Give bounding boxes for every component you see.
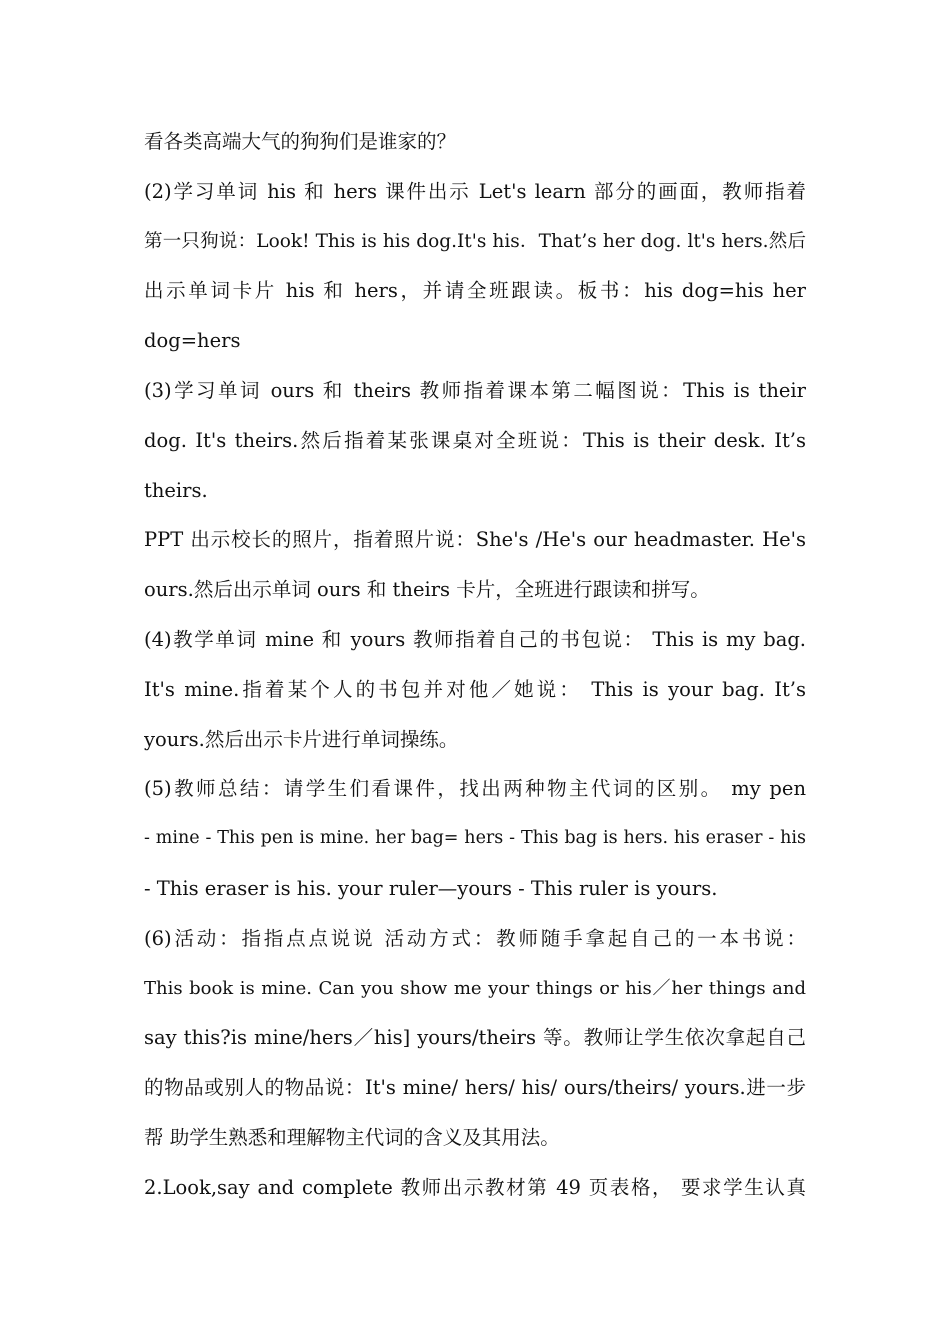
text-line: (2)学习单词 his 和 hers 课件出示 Let's learn 部分的画面，教师指着	[144, 179, 806, 203]
text-line: This book is mine. Can you show me your things or his／her things and	[144, 977, 806, 999]
text-line: (5)教师总结：请学生们看课件，找出两种物主代词的区别。 my pen	[144, 777, 806, 801]
text-line: (6)活动：指指点点说说 活动方式：教师随手拿起自己的一本书说：	[144, 926, 806, 950]
document-body	[144, 117, 806, 1213]
text-line: (4)教学单词 mine 和 yours 教师指着自己的书包说： This is my bag.	[144, 627, 806, 651]
text-line: - This eraser is his. your ruler—yours - This ruler is yours.	[144, 876, 718, 900]
text-line: dog. It's theirs.然后指着某张课桌对全班说：This is their desk. It’s	[144, 428, 806, 452]
text-line: 的物品或别人的物品说：It's mine/ hers/ his/ ours/theirs/ yours.进一步	[144, 1076, 806, 1100]
text-line: ours.然后出示单词 ours 和 theirs 卡片，全班进行跟读和拼写。	[144, 578, 710, 602]
text-line: PPT 出示校长的照片，指着照片说：She's /He's our headmaster. He's	[144, 528, 806, 552]
text-line: dog=hers	[144, 329, 241, 353]
text-line: It's mine.指着某个人的书包并对他／她说： This is your bag. It’s	[144, 677, 806, 701]
text-line: 第一只狗说：Look! This is his dog.It's his．That’s her dog. lt's hers.然后	[144, 230, 806, 252]
text-line: theirs.	[144, 478, 208, 502]
text-line: 帮 助学生熟悉和理解物主代词的含义及其用法。	[144, 1125, 560, 1149]
text-line: - mine - This pen is mine. her bag= hers - This bag is hers. his eraser - his	[144, 828, 806, 849]
text-line: say this?is mine/hers／his] yours/theirs 等。教师让学生依次拿起自己	[144, 1026, 806, 1050]
text-line: 看各类高端大气的狗狗们是谁家的？	[144, 130, 457, 153]
text-line: 出示单词卡片 his 和 hers，并请全班跟读。板书：his dog=his her	[144, 279, 806, 303]
text-line: (3)学习单词 ours 和 theirs 教师指着课本第二幅图说：This is their	[144, 378, 806, 402]
text-line: yours.然后出示卡片进行单词操练。	[144, 727, 459, 751]
text-line: 2.Look,say and complete 教师出示教材第 49 页表格， 要求学生认真	[144, 1175, 806, 1199]
